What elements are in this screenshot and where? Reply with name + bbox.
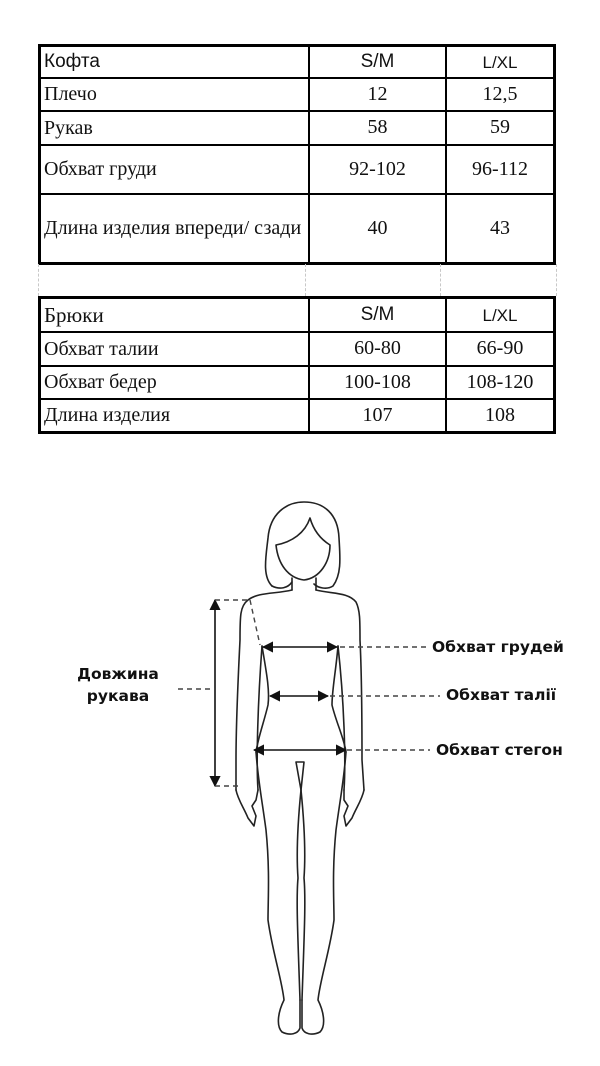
cell-sm: 40 xyxy=(309,194,446,264)
cell-sm: 58 xyxy=(309,111,446,145)
cell-lxl: 59 xyxy=(446,111,555,145)
cell-lxl: 108-120 xyxy=(446,366,555,399)
table-title: Брюки xyxy=(40,298,310,332)
table-row xyxy=(40,78,555,111)
woman-silhouette-icon xyxy=(0,490,600,1061)
row-label: Длина изделия xyxy=(40,399,310,433)
gridline xyxy=(440,264,441,296)
cell-lxl: 12,5 xyxy=(446,78,555,111)
chest-circumference-label: Обхват грудей xyxy=(432,638,564,656)
table-header-row xyxy=(40,298,555,332)
table-row xyxy=(40,194,555,264)
cell-lxl: 108 xyxy=(446,399,555,433)
table-row xyxy=(40,111,555,145)
row-label: Длина изделия впереди/ сзади xyxy=(40,194,310,264)
top-size-table xyxy=(38,44,556,265)
gridline xyxy=(556,264,557,296)
cell-lxl: 96-112 xyxy=(446,145,555,194)
row-label: Обхват талии xyxy=(40,332,310,366)
hips-circumference-label: Обхват стегон xyxy=(436,741,563,759)
row-label: Рукав xyxy=(40,111,310,145)
cell-sm: 100-108 xyxy=(309,366,446,399)
column-header-lxl: L/XL xyxy=(446,298,555,332)
waist-circumference-label: Обхват талії xyxy=(446,686,557,704)
table-header-row xyxy=(40,46,555,78)
gridline xyxy=(38,264,39,296)
cell-sm: 12 xyxy=(309,78,446,111)
table-title: Кофта xyxy=(40,46,310,78)
column-header-lxl: L/XL xyxy=(446,46,555,78)
column-header-sm: S/M xyxy=(309,46,446,78)
row-label: Обхват бедер xyxy=(40,366,310,399)
table-row xyxy=(40,332,555,366)
body-measurement-figure xyxy=(0,490,600,1061)
cell-sm: 107 xyxy=(309,399,446,433)
cell-sm: 60-80 xyxy=(309,332,446,366)
sleeve-length-label: Довжина рукава xyxy=(77,665,159,705)
bottom-size-table xyxy=(38,296,556,434)
table-row xyxy=(40,399,555,433)
cell-lxl: 43 xyxy=(446,194,555,264)
gridline xyxy=(305,264,306,296)
row-label: Плечо xyxy=(40,78,310,111)
cell-lxl: 66-90 xyxy=(446,332,555,366)
table-row xyxy=(40,366,555,399)
cell-sm: 92-102 xyxy=(309,145,446,194)
table-row xyxy=(40,145,555,194)
row-label: Обхват груди xyxy=(40,145,310,194)
column-header-sm: S/M xyxy=(309,298,446,332)
